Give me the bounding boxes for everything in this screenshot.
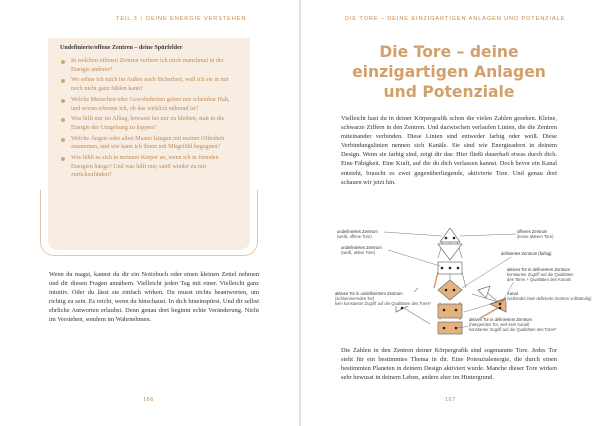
label-channel [506,292,593,302]
label-subtext: (hängendes Tor, weil kein Kanal) [469,321,530,327]
sidebar-question [60,154,240,180]
page-number-right: 167 [445,397,456,403]
bodygraph-figure [330,228,592,336]
sidebar-question-text: Welche Ängste oder alten Muster hängen mit meiner Offenheit zusammen, und wie kann ich ihnen mit Mitgefühl begegnen? [71,135,225,151]
label-text: offenes Zentrum [517,229,548,234]
label-undefined-center [336,230,379,240]
running-head-part: TEIL 3 [116,16,138,22]
running-head-right [345,16,565,22]
page-number-left: 166 [143,397,154,403]
sidebar-question-text: Wie fühlt es sich in meinem Körper an, wenn ich in fremden Energien hänge? Und was hilft mir, sanft wieder zu mir zurückzufinden? [71,155,219,179]
label-active-gate-defined [506,268,575,282]
label-text: undefiniertes Zentrum [337,229,378,234]
label-subtext: (keine aktiven Tore) [517,233,554,239]
sidebar-question [60,135,240,152]
sidebar-question-text: Wo sehne ich mich im Außen nach Sicherheit, weil ich sie in mir noch nicht ganz fühlen kann? [71,77,230,93]
label-subtext: konstanter Zugriff auf die Qualitäten [507,271,574,277]
label-hanging-gate [468,318,557,332]
g-center [438,280,462,300]
sidebar-title: Undefinierte/offene Zentren – deine Spürfelder [60,45,183,51]
ajna-center [438,244,462,260]
running-head-separator: | [140,16,144,22]
gutter [299,0,301,426]
label-text: aktives Tor in undefiniertem Zentrum [335,291,403,296]
bullet-icon [61,60,65,64]
label-text: aktives Tor in definiertem Zentrum [507,267,570,272]
sidebar-question [60,76,240,93]
label-subtext: (weiß, offene Tore) [337,233,372,239]
sidebar-question-text: In welchen offenen Zentren verliere ich mich manchmal in der Energie anderer? [71,58,224,73]
label-active-gate-undefined [334,292,432,306]
left-body-paragraph: Wenn du magst, kannst du dir ein Notizbuch oder einen kleinen Zettel nehmen und dir diesen Fragen annähern. Vielleicht jeden Tag mit einer. Vielleicht ganz intuitiv. Oder du lässt sie einfach wirken. Du musst nichts beantworten, um richtig zu sein. Es reicht, wenn du hinschaust. In dich hineinspürst. Und dir selbst ehrliche Antworten erlaubst. Denn genau dort beginnt echte Veränderung. Nicht im Verstehen, sondern im Wahrnehmen. [49,271,259,324]
label-subtext: (weiß, aktive Tore) [341,249,376,255]
label-defined-center [500,252,553,257]
label-text: aktives Tor in definiertem Zentrum [469,317,532,322]
label-undefined-center-active [340,246,383,256]
bullet-icon [61,79,65,83]
bullet-icon [61,118,65,122]
label-open-center [516,230,554,240]
right-body-paragraph-1: Vielleicht hast du in deiner Körpergrafik schon die vielen Zahlen gesehen. Kleine, schwarze Ziffern in den Zentren. Und dazwischen verlaufen Linien, die die Zentren miteinander verbinden. Diese Linien sind entweder farbig oder weiß. Diese Verbindungslinien nennen sich Kanäle. Sie sind wie Energieadern in deinem Design. Wenn sie farbig sind, zeigt dir das: Hier fließt dauerhaft etwas durch dich. Eine Fähigkeit. Eine Kraft, auf die du dich verlassen kannst. Doch bevor ein Kanal entsteht, braucht es zwei gegenüberliegende, aktivierte Tore. Und genau dort schauen wir jetzt hin. [341,115,557,186]
sidebar-box [48,38,250,250]
label-subtext: kein konstanter Zugriff auf die Qualitäten des Tores* [335,300,432,306]
label-text: definiertes Zentrum (farbig) [501,251,552,256]
bullet-icon [61,138,65,142]
right-body-paragraph-2: Die Zahlen in den Zentren deiner Körpergrafik sind sogenannte Tore. Jedes Tor steht für ein bestimmtes Thema in dir. Eine Potenzialenergie, die durch einen bestimmten Planeten in deinem Design aktiviert wurde. Manche dieser Tore wirken sehr bewusst in deinem Leben, andere eher im Hintergrund. [341,347,557,382]
bullet-icon [61,99,65,103]
running-head-left-title: DEINE ENERGIE VERSTEHEN [146,16,247,22]
sidebar-question [60,96,240,113]
bullet-icon [61,157,65,161]
label-subtext: (schlummerndes Tor) [335,295,375,301]
label-text: undefiniertes Zentrum [341,245,382,250]
sacral-center [438,304,462,318]
running-head-left [116,16,246,22]
sidebar-question [60,115,240,132]
sidebar-question [60,57,240,74]
label-text: Kanal [507,291,518,296]
running-head-right-title: DIE TORE – DEINE EINZIGARTIGEN ANLAGEN UND POTENZIALE [345,16,566,22]
label-subtext: des Tores + Qualitäten des Kanals [507,276,571,282]
sidebar-question-text: Welche Menschen oder Gewohnheiten geben mir scheinbar Halt, und woran erkenne ich, ob das wirklich nährend ist? [71,96,230,112]
head-center [440,228,460,242]
label-subtext: (verbindet zwei definierte Zentren vollständig) [507,295,592,301]
chapter-title: Die Tore – deine einzigartigen Anlagen und Potenziale [352,43,546,101]
label-subtext: konstanter Zugriff auf die Qualitäten des Tores* [469,326,557,332]
sidebar-question-text: Was hilft mir im Alltag, bewusst bei mir zu bleiben, statt in die Energie der Umgebung zu kippen? [71,116,225,131]
sidebar-question-list [60,57,240,180]
root-center [438,322,462,334]
